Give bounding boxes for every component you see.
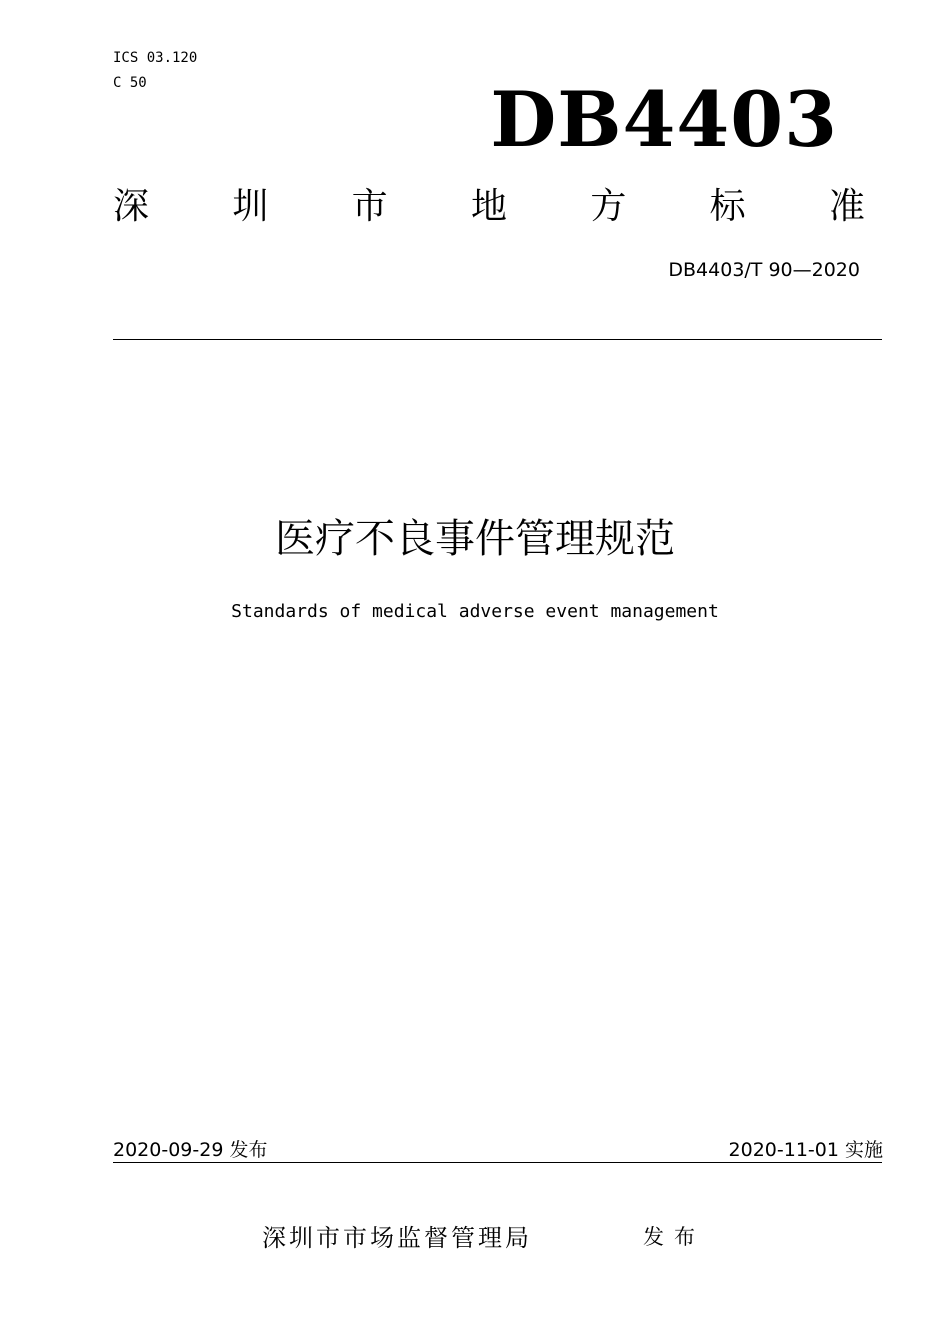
standard-type-char: 方 — [590, 186, 627, 227]
footer-divider — [113, 1162, 882, 1163]
ics-code: ICS 03.120 — [113, 50, 198, 66]
ccs-code: C 50 — [113, 75, 147, 91]
document-title-cn: 医疗不良事件管理规范 — [275, 516, 675, 562]
header-divider — [113, 339, 882, 340]
standard-number: DB4403/T 90—2020 — [668, 259, 860, 281]
standard-type-char: 圳 — [232, 186, 269, 227]
implement-date: 2020-11-01 实施 — [728, 1139, 883, 1161]
issuing-authority-suffix: 发布 — [643, 1225, 705, 1249]
standard-type-char: 深 — [113, 186, 150, 227]
standard-type-char: 标 — [709, 186, 746, 227]
publish-date: 2020-09-29 发布 — [113, 1139, 268, 1161]
standard-type-char: 地 — [470, 186, 507, 227]
standard-type-heading — [113, 184, 865, 230]
standard-type-char: 准 — [828, 186, 865, 227]
standard-type-char: 市 — [351, 186, 388, 227]
issuing-authority: 深圳市市场监督管理局 — [262, 1224, 532, 1252]
standard-code-large: DB4403 — [490, 75, 838, 164]
document-title-en: Standards of medical adverse event management — [231, 601, 719, 622]
